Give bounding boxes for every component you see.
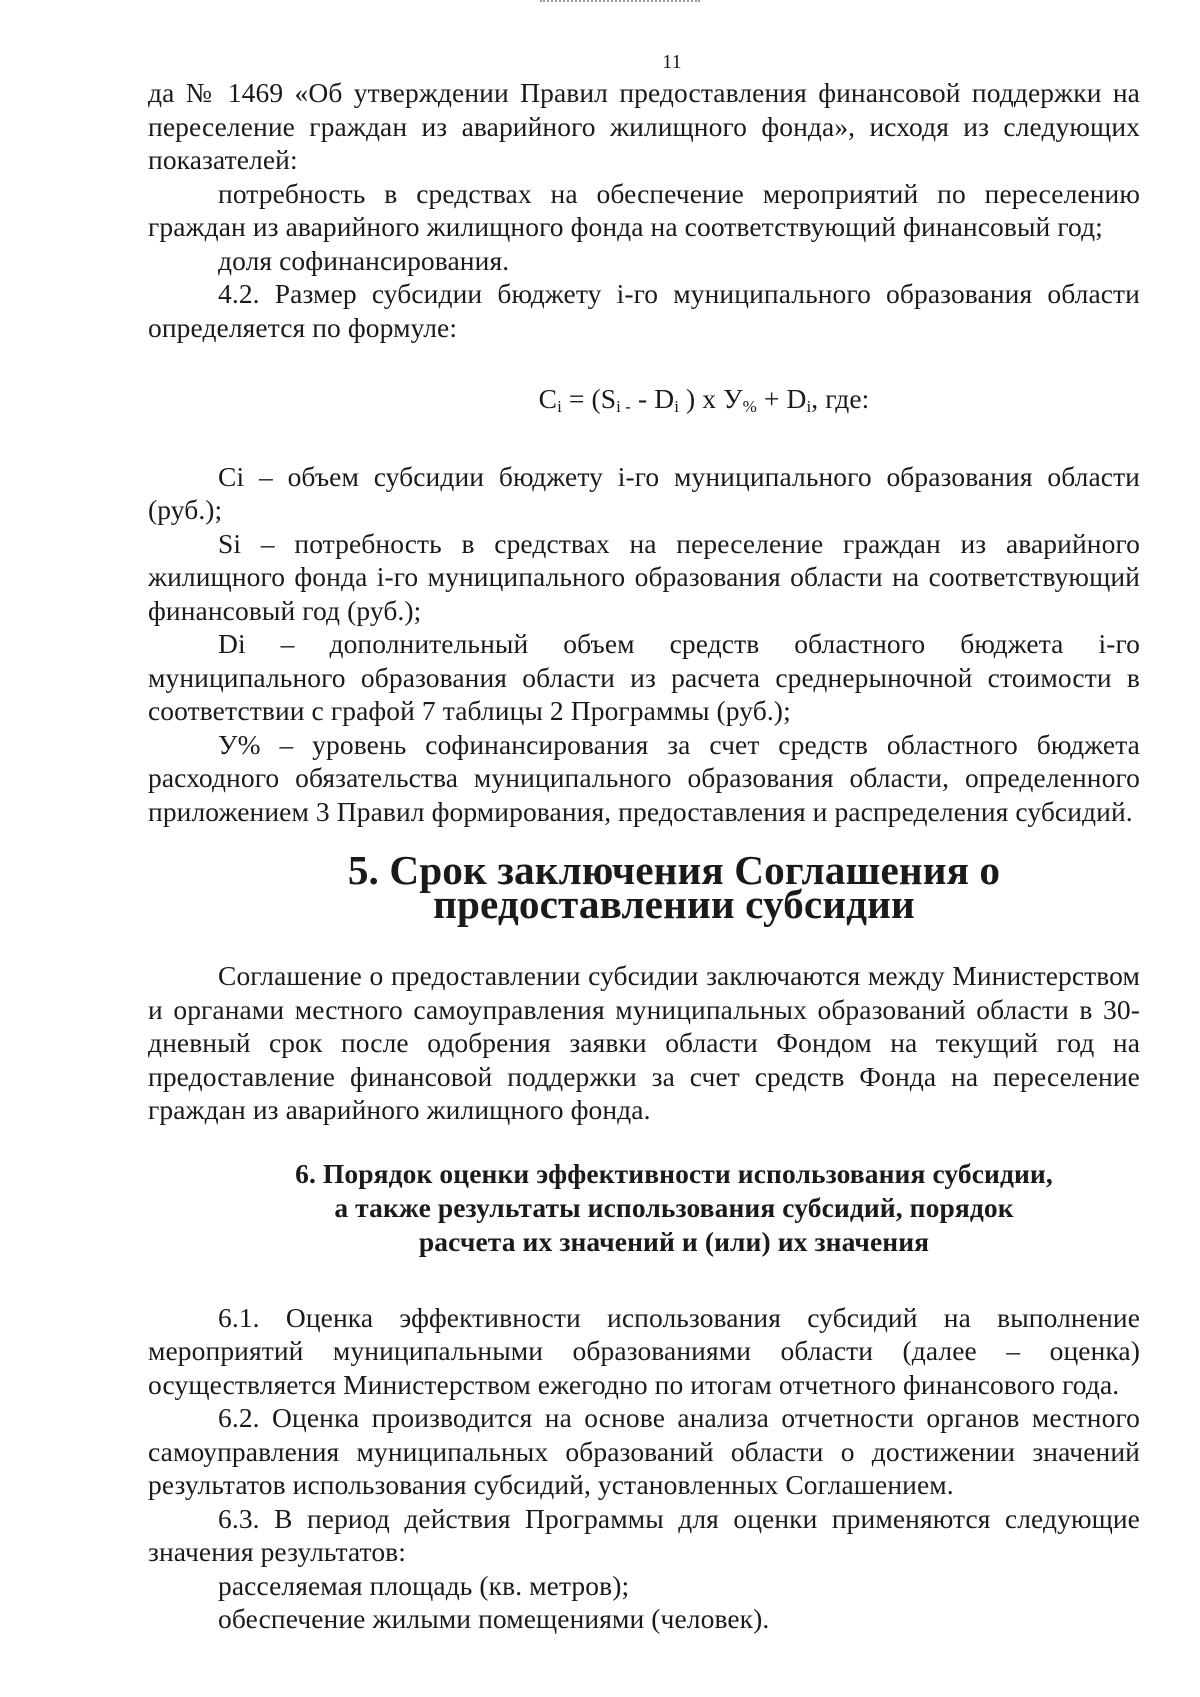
section-5-heading: 5. Срок заключения Соглашения о предоставлении субсидии (347, 847, 1001, 927)
section-5-text: Соглашение о предоставлении субсидии заключаются между Министерством и органами местного самоуправления муниципальных образований области в 30-дневный срок после одобрения заявки области Фондом на текущий год на предоставление финансовой поддержки за счет средств Фонда на переселение граждан из аварийного жилищного фонда. (148, 960, 1140, 1125)
section-6-heading-line-1: 6. Порядок оценки эффективности использования субсидии, (295, 1157, 1053, 1189)
section-6-heading-line-3: расчета их значений и (или) их значения (418, 1225, 930, 1257)
section-6-heading-line-2: а также результаты использования субсидий, порядок (334, 1191, 1014, 1223)
section-6-heading (148, 1157, 1140, 1259)
intro-item-need: потребность в средствах на обеспечение мероприятий по переселению граждан из аварийного жилищного фонда на соответствующий финансовый год; (148, 177, 1140, 242)
result-item-area: расселяемая площадь (кв. метров); (218, 1569, 630, 1601)
intro-paragraph: да № 1469 «Об утверждении Правил предоставления финансовой поддержки на переселение граждан из аварийного жилищного фонда», исходя из следующих показателей: (148, 77, 1140, 175)
paragraph-6-1: 6.1. Оценка эффективности использования субсидий на выполнение мероприятий муниципальными образованиями области (далее – оценка) осуществляется Министерством ежегодно по итогам отчетного финансового года. (148, 1301, 1140, 1400)
subsidy-formula: $C_i = (S_{i -} - D_i$ ) х $У_{\%} + D_i$, где: (538, 383, 870, 416)
definition-ci: Ci – объем субсидии бюджету i-го муниципального образования области (руб.); (148, 460, 1140, 525)
definition-si: Si – потребность в средствах на переселение граждан из аварийного жилищного фонда i-го муниципального образования области на соответствующий финансовый год (руб.); (148, 527, 1140, 626)
paragraph-6-3: 6.3. В период действия Программы для оценки применяются следующие значения результатов: (148, 1502, 1140, 1567)
definition-u-percent: У% – уровень софинансирования за счет средств областного бюджета расходного обязательства муниципального образования области, определенного приложением 3 Правил формирования, предоставления и распределения субсидий. (148, 728, 1140, 827)
document-page (148, 50, 1140, 1636)
top-stamp-mark (540, 0, 700, 8)
page-number: 11 (662, 51, 682, 73)
definition-di: Di – дополнительный объем средств областного бюджета i-го муниципального образования области из расчета среднерыночной стоимости в соответствии с графой 7 таблицы 2 Программы (руб.); (148, 628, 1140, 726)
paragraph-4-2: 4.2. Размер субсидии бюджету i-го муниципального образования области определяется по формуле: (148, 278, 1140, 343)
paragraph-6-2: 6.2. Оценка производится на основе анализа отчетности органов местного самоуправления муниципальных образований области о достижении значений результатов использования субсидий, установленных Соглашением. (148, 1402, 1140, 1500)
result-item-people: обеспечение жилыми помещениями (человек). (218, 1603, 770, 1634)
intro-item-cofinancing: доля софинансирования. (218, 244, 510, 276)
